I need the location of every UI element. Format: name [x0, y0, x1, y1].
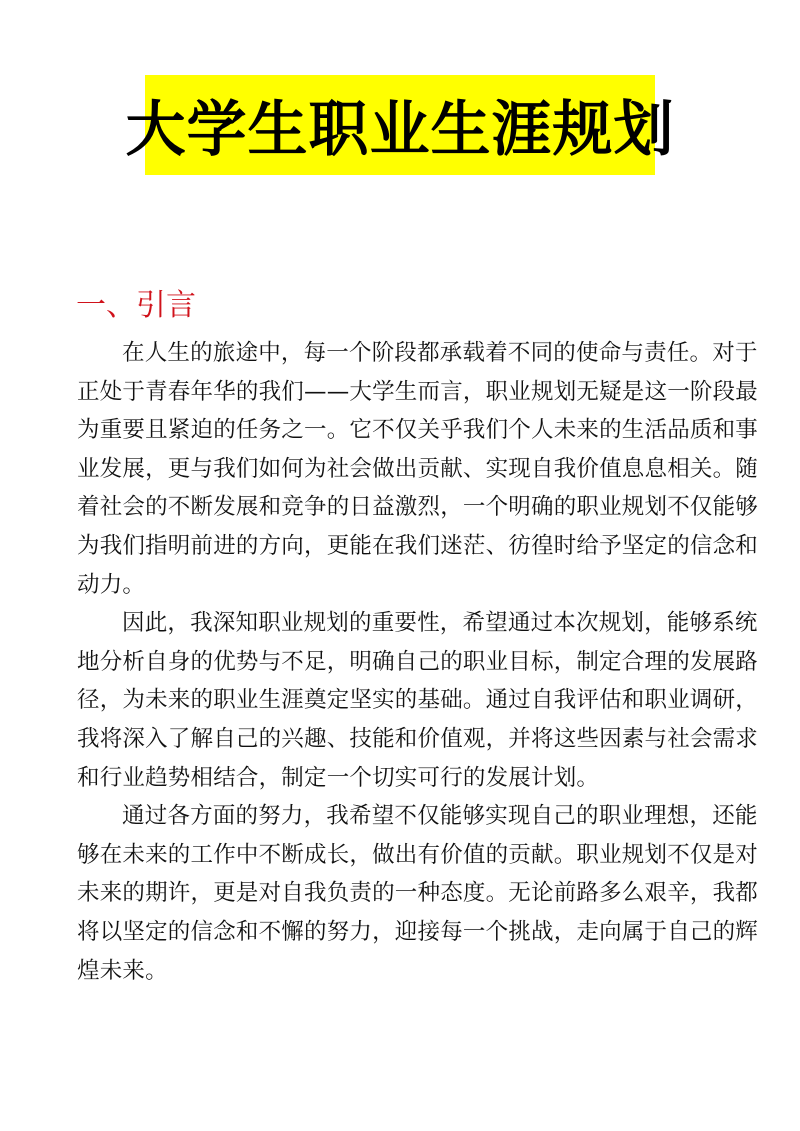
title-banner [125, 75, 675, 175]
text-line: 着社会的不断发展和竞争的日益激烈，一个明确的职业规划不仅能够 [77, 494, 759, 521]
section-heading-introduction: 一、引言 [76, 288, 196, 323]
text-line: 正处于青春年华的我们——大学生而言，职业规划无疑是这一阶段最 [77, 378, 759, 405]
paragraph-1 [77, 334, 759, 604]
text-line: 径，为未来的职业生涯奠定坚实的基础。通过自我评估和职业调研， [77, 687, 759, 714]
text-line: 业发展，更与我们如何为社会做出贡献、实现自我价值息息相关。随 [77, 455, 759, 482]
text-line: 地分析自身的优势与不足，明确自己的职业目标，制定合理的发展路 [77, 648, 759, 675]
document-body [77, 334, 759, 990]
document-title: 大学生职业生涯规划 [125, 95, 675, 165]
text-line: 动力。 [77, 571, 146, 598]
text-line: 通过各方面的努力，我希望不仅能够实现自己的职业理想，还能 [122, 803, 758, 830]
text-line: 煌未来。 [77, 957, 168, 984]
text-line: 未来的期许，更是对自我负责的一种态度。无论前路多么艰辛，我都 [77, 880, 759, 907]
text-line: 和行业趋势相结合，制定一个切实可行的发展计划。 [77, 764, 600, 791]
text-line: 将以坚定的信念和不懈的努力，迎接每一个挑战，走向属于自己的辉 [77, 918, 759, 945]
text-line: 为我们指明前进的方向，更能在我们迷茫、彷徨时给予坚定的信念和 [77, 532, 759, 559]
text-line: 在人生的旅途中，每一个阶段都承载着不同的使命与责任。对于 [122, 340, 758, 366]
text-line: 为重要且紧迫的任务之一。它不仅关乎我们个人未来的生活品质和事 [77, 417, 759, 444]
text-line: 够在未来的工作中不断成长，做出有价值的贡献。职业规划不仅是对 [77, 841, 759, 868]
paragraph-2 [77, 604, 759, 797]
text-line: 因此，我深知职业规划的重要性，希望通过本次规划，能够系统 [122, 610, 758, 637]
text-line: 我将深入了解自己的兴趣、技能和价值观，并将这些因素与社会需求 [77, 725, 759, 752]
paragraph-3 [77, 797, 759, 990]
